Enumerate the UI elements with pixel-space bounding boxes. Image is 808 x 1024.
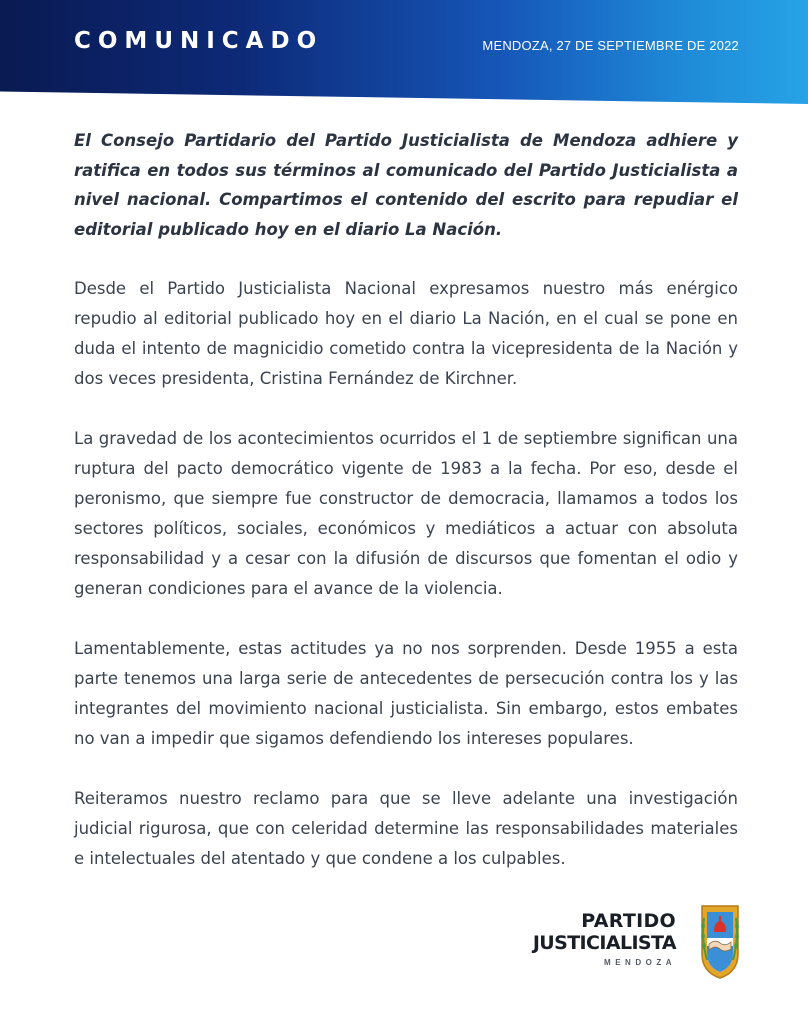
document-date: MENDOZA, 27 DE SEPTIEMBRE DE 2022: [482, 38, 739, 53]
logo-line-mendoza: MENDOZA: [604, 958, 676, 967]
logo-line-justicialista: JUSTICIALISTA: [532, 932, 676, 954]
lead-paragraph: El Consejo Partidario del Partido Justicialista de Mendoza adhiere y ratifica en todos sus términos al comunicado del Partido Justicialista a nivel nacional. Compartimos el contenido del escrito para repudiar el editorial publicado hoy en el diario La Nación.: [74, 131, 738, 239]
party-logo: [530, 900, 742, 984]
document-body: [74, 126, 738, 904]
body-paragraph: Lamentablemente, estas actitudes ya no nos sorprenden. Desde 1955 a esta parte tenemos una larga serie de antecedentes de persecución contra los y las integrantes del movimiento nacional justicialista. Sin embargo, estos embates no van a impedir que sigamos defendiendo los intereses populares.: [74, 639, 738, 748]
document-title: COMUNICADO: [74, 28, 324, 54]
party-shield-icon: [698, 902, 742, 980]
body-paragraph: La gravedad de los acontecimientos ocurridos el 1 de septiembre significan una ruptura del pacto democrático vigente de 1983 a la fecha. Por eso, desde el peronismo, que siempre fue constructor de democracia, llamamos a todos los sectores políticos, sociales, económicos y mediáticos a actuar con absoluta responsabilidad y a cesar con la difusión de discursos que fomentan el odio y generan condiciones para el avance de la violencia.: [74, 429, 738, 598]
logo-line-partido: PARTIDO: [581, 910, 676, 932]
logo-wordmark: [533, 910, 676, 967]
body-paragraph: Reiteramos nuestro reclamo para que se lleve adelante una investigación judicial rigurosa, que con celeridad determine las responsabilidades materiales e intelectuales del atentado y que condene a los culpables.: [74, 789, 738, 868]
body-paragraph: Desde el Partido Justicialista Nacional expresamos nuestro más enérgico repudio al editorial publicado hoy en el diario La Nación, en el cual se pone en duda el intento de magnicidio cometido contra la vicepresidenta de la Nación y dos veces presidenta, Cristina Fernández de Kirchner.: [74, 279, 738, 388]
